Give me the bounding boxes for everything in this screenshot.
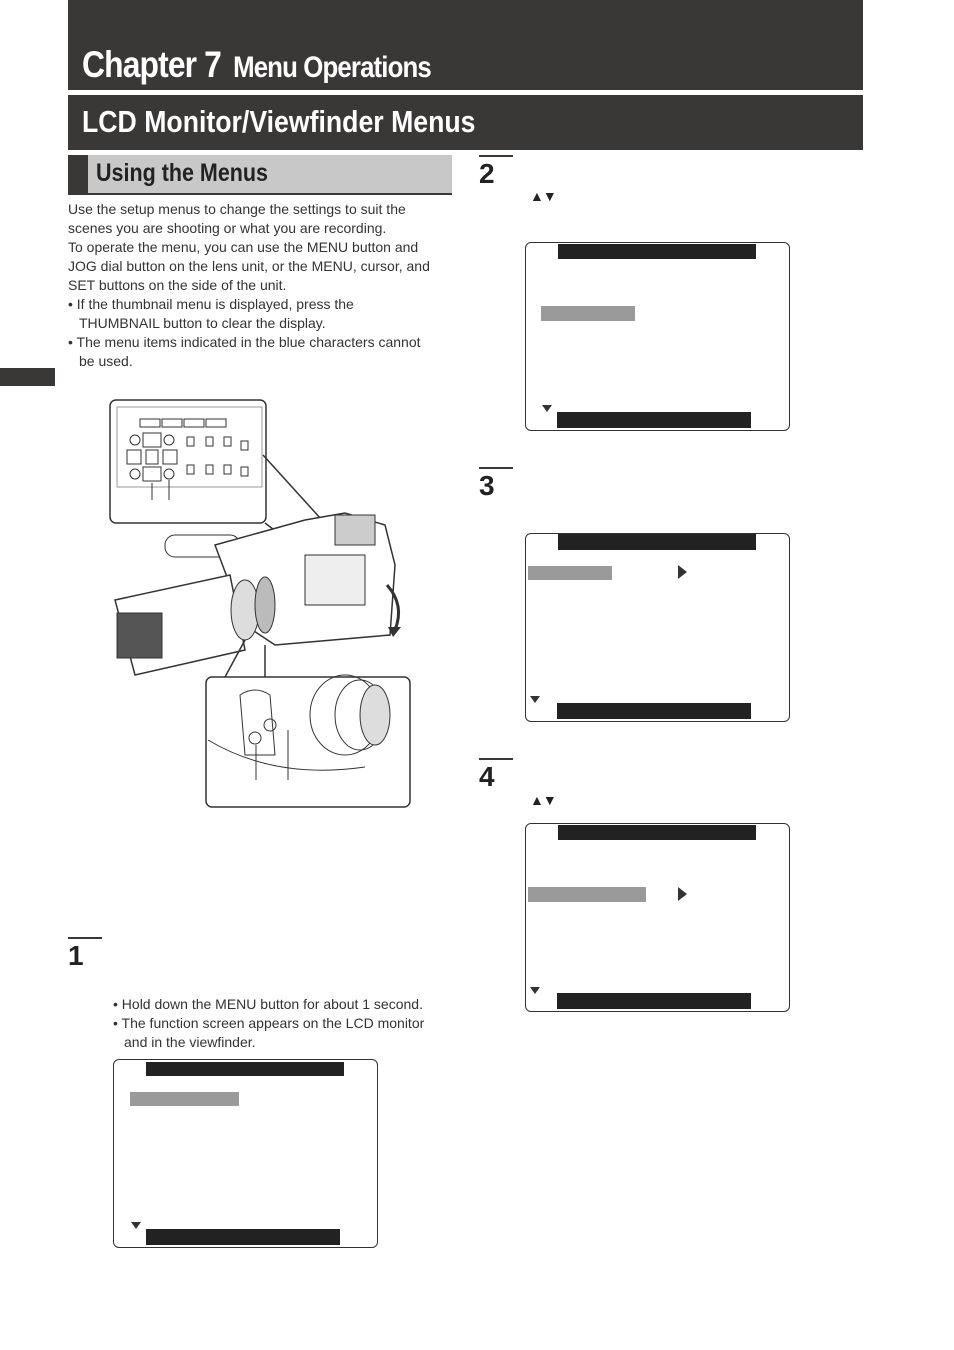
section-title: Using the Menus bbox=[96, 159, 269, 187]
intro-text bbox=[68, 200, 458, 371]
lens-unit-inset bbox=[206, 675, 410, 807]
menu-screen-3 bbox=[525, 533, 790, 722]
menu-title-bar bbox=[558, 534, 756, 550]
menu-highlight bbox=[528, 887, 646, 902]
step-2-rule bbox=[479, 155, 513, 157]
chapter-heading bbox=[82, 44, 431, 86]
step-1-bullet: • The function screen appears on the LCD monitor bbox=[113, 1015, 425, 1031]
step-2-number: 2 bbox=[479, 158, 495, 189]
menu-highlight bbox=[130, 1092, 239, 1106]
step-1-bullet: • Hold down the MENU button for about 1 second. bbox=[113, 996, 423, 1012]
step-3-number: 3 bbox=[479, 470, 495, 501]
menu-footer-bar bbox=[146, 1229, 340, 1245]
step-1-bullet: and in the viewfinder. bbox=[124, 1034, 256, 1050]
menu-screen-4 bbox=[525, 823, 790, 1012]
bullet-line: • The menu items indicated in the blue characters cannot bbox=[68, 334, 421, 350]
menu-title-bar bbox=[146, 1062, 344, 1076]
menu-title-bar bbox=[558, 244, 756, 259]
menu-screen-2 bbox=[525, 242, 790, 431]
menu-highlight bbox=[541, 306, 635, 321]
scroll-down-icon bbox=[530, 696, 540, 703]
page-title: LCD Monitor/Viewfinder Menus bbox=[82, 104, 476, 139]
chapter-label: Chapter 7 bbox=[82, 44, 222, 85]
step-3-rule bbox=[479, 467, 513, 469]
intro-line: scenes you are shooting or what you are recording. bbox=[68, 220, 387, 236]
step-1-rule bbox=[68, 937, 102, 939]
menu-footer-bar bbox=[557, 412, 751, 428]
camera-body bbox=[115, 513, 401, 675]
page-title-bar bbox=[68, 95, 863, 150]
intro-bullet bbox=[68, 333, 458, 371]
section-heading bbox=[68, 155, 452, 195]
intro-line: SET buttons on the side of the unit. bbox=[68, 277, 287, 293]
step-4-number: 4 bbox=[479, 761, 495, 792]
intro-bullet bbox=[68, 295, 458, 333]
bullet-line: THUMBNAIL button to clear the display. bbox=[79, 315, 326, 331]
menu-highlight bbox=[528, 566, 612, 580]
camera-illustration bbox=[105, 395, 415, 815]
submenu-arrow-icon bbox=[678, 887, 687, 901]
scroll-down-icon bbox=[530, 987, 540, 994]
menu-title-bar bbox=[558, 825, 756, 840]
step-1-number: 1 bbox=[68, 940, 84, 971]
step-1-notes bbox=[113, 995, 453, 1052]
intro-line: Use the setup menus to change the settings to suit the bbox=[68, 201, 406, 217]
button-panel-inset bbox=[110, 400, 266, 523]
menu-footer-bar bbox=[557, 993, 751, 1009]
intro-line: JOG dial button on the lens unit, or the MENU, cursor, and bbox=[68, 258, 430, 274]
scroll-down-icon bbox=[542, 405, 552, 412]
section-marker bbox=[68, 155, 88, 193]
menu-footer-bar bbox=[557, 703, 751, 719]
function-screen bbox=[113, 1059, 378, 1248]
bullet-line: • If the thumbnail menu is displayed, press the bbox=[68, 296, 354, 312]
chapter-side-tab bbox=[0, 368, 55, 386]
intro-line: To operate the menu, you can use the MENU button and bbox=[68, 239, 419, 255]
chapter-title: Menu Operations bbox=[233, 51, 431, 84]
chapter-header bbox=[68, 0, 863, 90]
scroll-down-icon bbox=[131, 1222, 141, 1229]
up-down-arrow-icon: ▲▼ bbox=[530, 792, 556, 808]
up-down-arrow-icon: ▲▼ bbox=[530, 188, 556, 204]
bullet-line: be used. bbox=[79, 353, 133, 369]
step-4-rule bbox=[479, 758, 513, 760]
submenu-arrow-icon bbox=[678, 565, 687, 579]
